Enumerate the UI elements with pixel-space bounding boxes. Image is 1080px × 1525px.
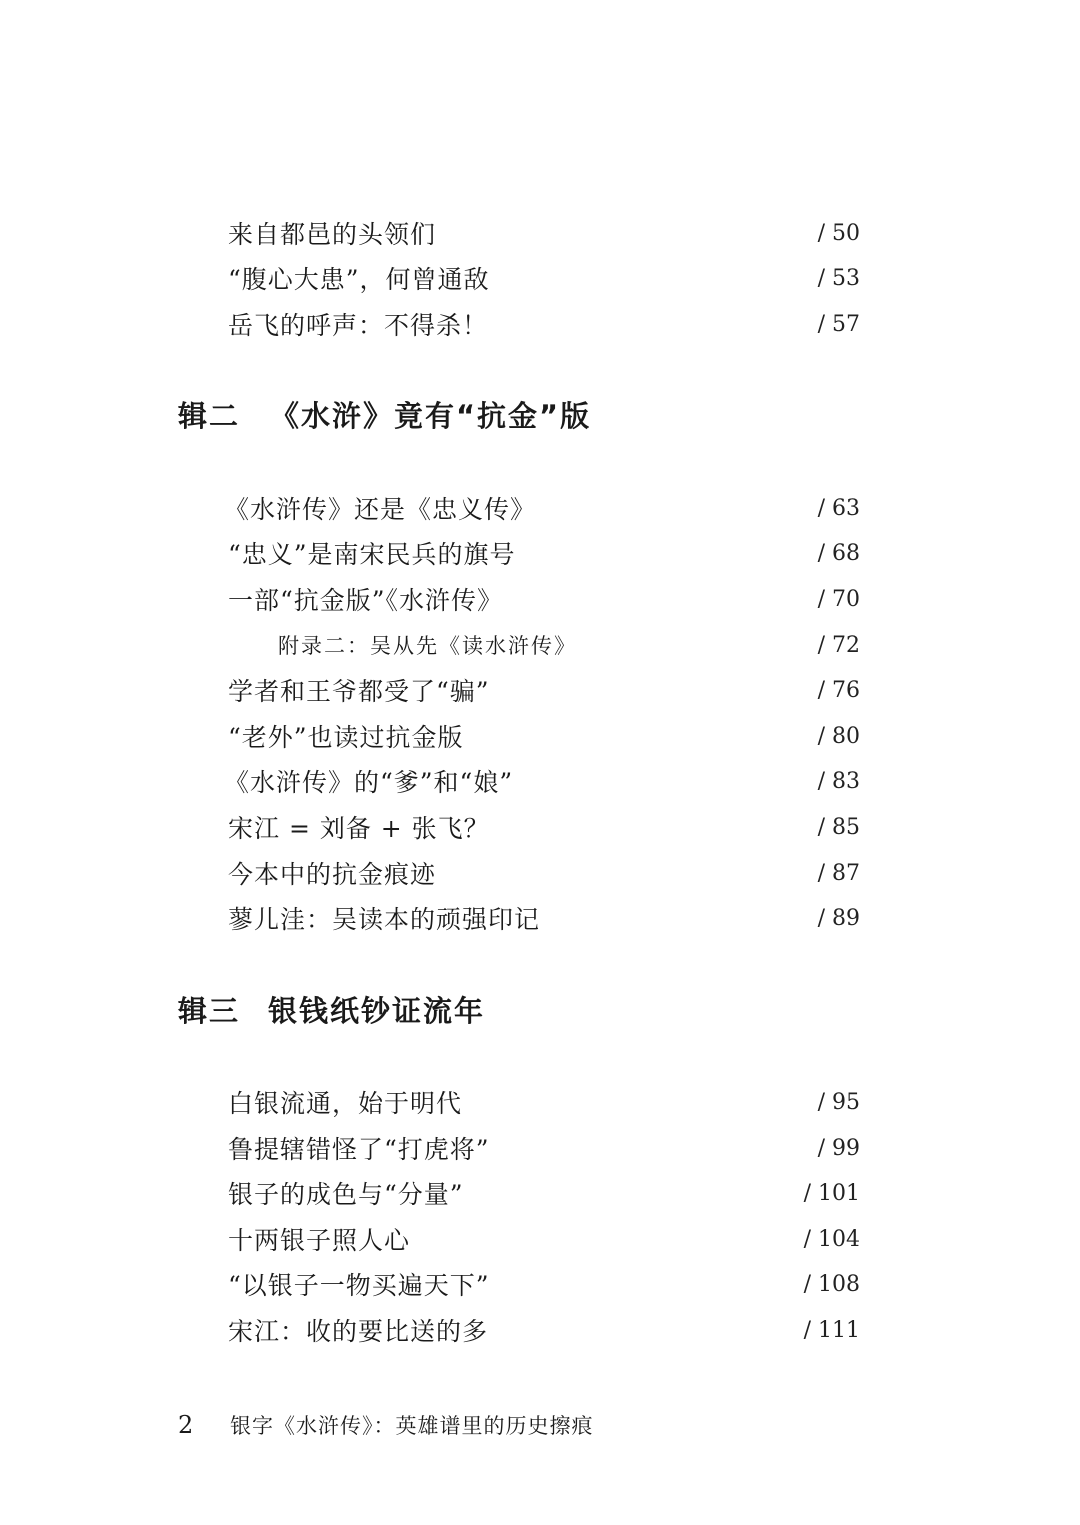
toc-entry[interactable] [228, 579, 860, 619]
toc-entry-page: / 57 [817, 311, 860, 337]
toc-entry-title: 宋江：收的要比送的多 [228, 1317, 489, 1346]
running-title: 银字《水浒传》：英雄谱里的历史擦痕 [230, 1414, 594, 1438]
section-title: 银钱纸钞证流年 [268, 994, 486, 1028]
toc-entry-title: “以银子一物买遍天下” [228, 1271, 490, 1300]
toc-entry-title: 附录二：吴从先《读水浒传》 [278, 634, 577, 658]
toc-entry-page: / 85 [817, 814, 860, 840]
toc-entry-title: 《水浒传》还是《忠义传》 [224, 495, 537, 524]
toc-entry-page: / 83 [817, 768, 860, 794]
toc-entry-page: / 68 [817, 540, 860, 566]
toc-sub-entry[interactable] [278, 625, 860, 665]
toc-entry[interactable] [228, 1173, 860, 1213]
toc-entry-page: / 72 [817, 632, 860, 658]
toc-entry-page: / 50 [817, 220, 860, 246]
toc-entry[interactable] [228, 1310, 860, 1350]
toc-entry-page: / 76 [817, 677, 860, 703]
toc-entry-page: / 95 [817, 1089, 860, 1115]
page-number: 2 [178, 1411, 194, 1439]
toc-entry-page: / 80 [817, 723, 860, 749]
toc-entry-page: / 111 [803, 1317, 860, 1343]
toc-entry[interactable] [228, 1219, 860, 1259]
page-footer [178, 1410, 594, 1440]
toc-entry[interactable] [228, 1128, 860, 1168]
toc-entry[interactable] [224, 761, 860, 801]
toc-entry-page: / 108 [803, 1271, 860, 1297]
toc-entry[interactable] [228, 304, 860, 344]
toc-entry-title: 宋江 = 刘备 + 张飞？ [228, 814, 490, 843]
toc-entry-title: “老外”也读过抗金版 [228, 723, 464, 752]
toc-entry[interactable] [224, 488, 860, 528]
toc-entry-title: 来自都邑的头领们 [228, 220, 437, 249]
toc-entry-page: / 63 [817, 495, 860, 521]
toc-entry[interactable] [228, 898, 860, 938]
toc-entry-page: / 89 [817, 905, 860, 931]
toc-entry-title: 今本中的抗金痕迹 [228, 860, 437, 889]
section-number: 辑二 [178, 399, 241, 433]
toc-entry[interactable] [228, 716, 860, 756]
section-heading-3 [178, 989, 485, 1030]
toc-entry-page: / 53 [817, 265, 860, 291]
toc-entry[interactable] [228, 853, 860, 893]
section-heading-2 [178, 394, 591, 435]
toc-entry-page: / 70 [817, 586, 860, 612]
toc-entry[interactable] [228, 258, 860, 298]
toc-entry-title: 十两银子照人心 [228, 1226, 411, 1255]
toc-entry-title: “腹心大患”，何曾通敌 [228, 265, 490, 294]
toc-entry[interactable] [228, 1082, 860, 1122]
section-title: 《水浒》竟有“抗金”版 [270, 399, 592, 433]
toc-entry[interactable] [228, 213, 860, 253]
toc-entry-title: 鲁提辖错怪了“打虎将” [228, 1135, 490, 1164]
toc-entry-page: / 87 [817, 860, 860, 886]
toc-entry-title: 白银流通，始于明代 [228, 1089, 463, 1118]
toc-entry[interactable] [228, 1264, 860, 1304]
toc-entry-page: / 99 [817, 1135, 860, 1161]
toc-entry-page: / 101 [803, 1180, 860, 1206]
toc-entry-title: 学者和王爷都受了“骗” [228, 677, 490, 706]
section-number: 辑三 [178, 994, 241, 1028]
toc-entry[interactable] [228, 533, 860, 573]
toc-entry-page: / 104 [803, 1226, 860, 1252]
toc-entry-title: 一部“抗金版”《水浒传》 [228, 586, 504, 615]
toc-entry-title: “忠义”是南宋民兵的旗号 [228, 540, 516, 569]
toc-entry-title: 蓼儿洼：吴读本的顽强印记 [228, 905, 541, 934]
toc-entry[interactable] [228, 670, 860, 710]
toc-entry[interactable] [228, 807, 860, 847]
toc-entry-title: 《水浒传》的“爹”和“娘” [224, 768, 514, 797]
toc-entry-title: 银子的成色与“分量” [228, 1180, 464, 1209]
toc-entry-title: 岳飞的呼声：不得杀！ [228, 311, 489, 340]
